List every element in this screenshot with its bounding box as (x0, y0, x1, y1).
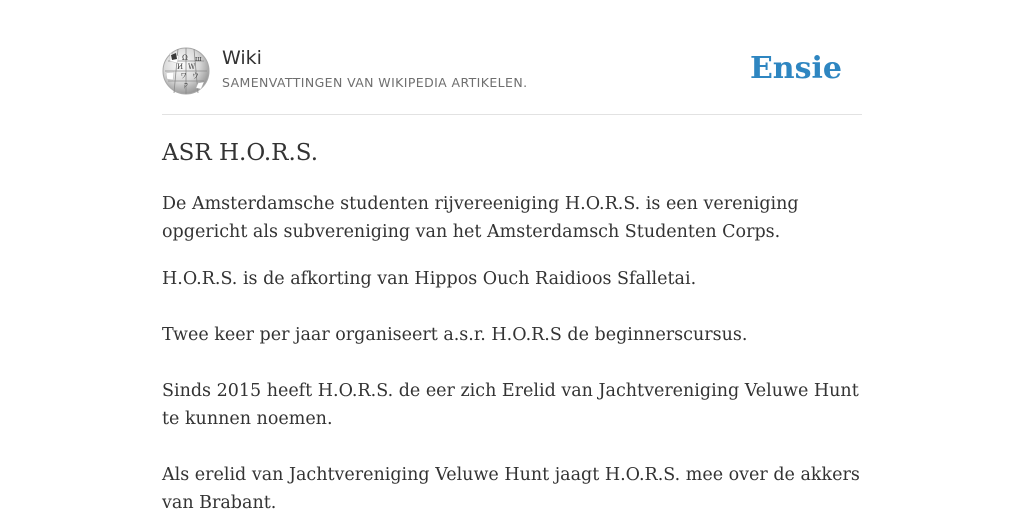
svg-text:Ω: Ω (182, 54, 188, 62)
article-title: ASR H.O.R.S. (162, 140, 319, 166)
svg-text:ウ: ウ (192, 72, 199, 80)
article-paragraph: H.O.R.S. is de afkorting van Hippos Ouch Raidioos Sfalletai. (162, 269, 697, 289)
svg-text:И: И (177, 63, 184, 71)
article-paragraph: De Amsterdamsche studenten rijvereeniging H.O.R.S. is een vereniging opgericht als subvereniging van het Amsterdamsch Studenten Corps. (162, 194, 799, 242)
wikipedia-globe-icon[interactable] (162, 47, 210, 95)
site-name[interactable]: Wiki (222, 47, 262, 69)
site-header (162, 44, 862, 115)
ensie-brand-logo[interactable]: Ensie (749, 51, 842, 86)
svg-text:W: W (188, 63, 196, 71)
svg-text:ワ: ワ (180, 72, 187, 80)
article-paragraph: Twee keer per jaar organiseert a.s.r. H.O.R.S de beginnerscursus. (162, 325, 748, 345)
article-paragraph: Als erelid van Jachtvereniging Veluwe Hunt jaagt H.O.R.S. mee over de akkers van Brabant. (162, 465, 860, 512)
article-content (162, 190, 862, 512)
article-paragraph: Sinds 2015 heeft H.O.R.S. de eer zich Erelid van Jachtvereniging Veluwe Hunt te kunnen noemen. (162, 381, 859, 429)
svg-text:ш: ш (195, 55, 202, 63)
svg-text:ק: ק (184, 81, 188, 89)
site-tagline: SAMENVATTINGEN VAN WIKIPEDIA ARTIKELEN. (222, 75, 528, 90)
